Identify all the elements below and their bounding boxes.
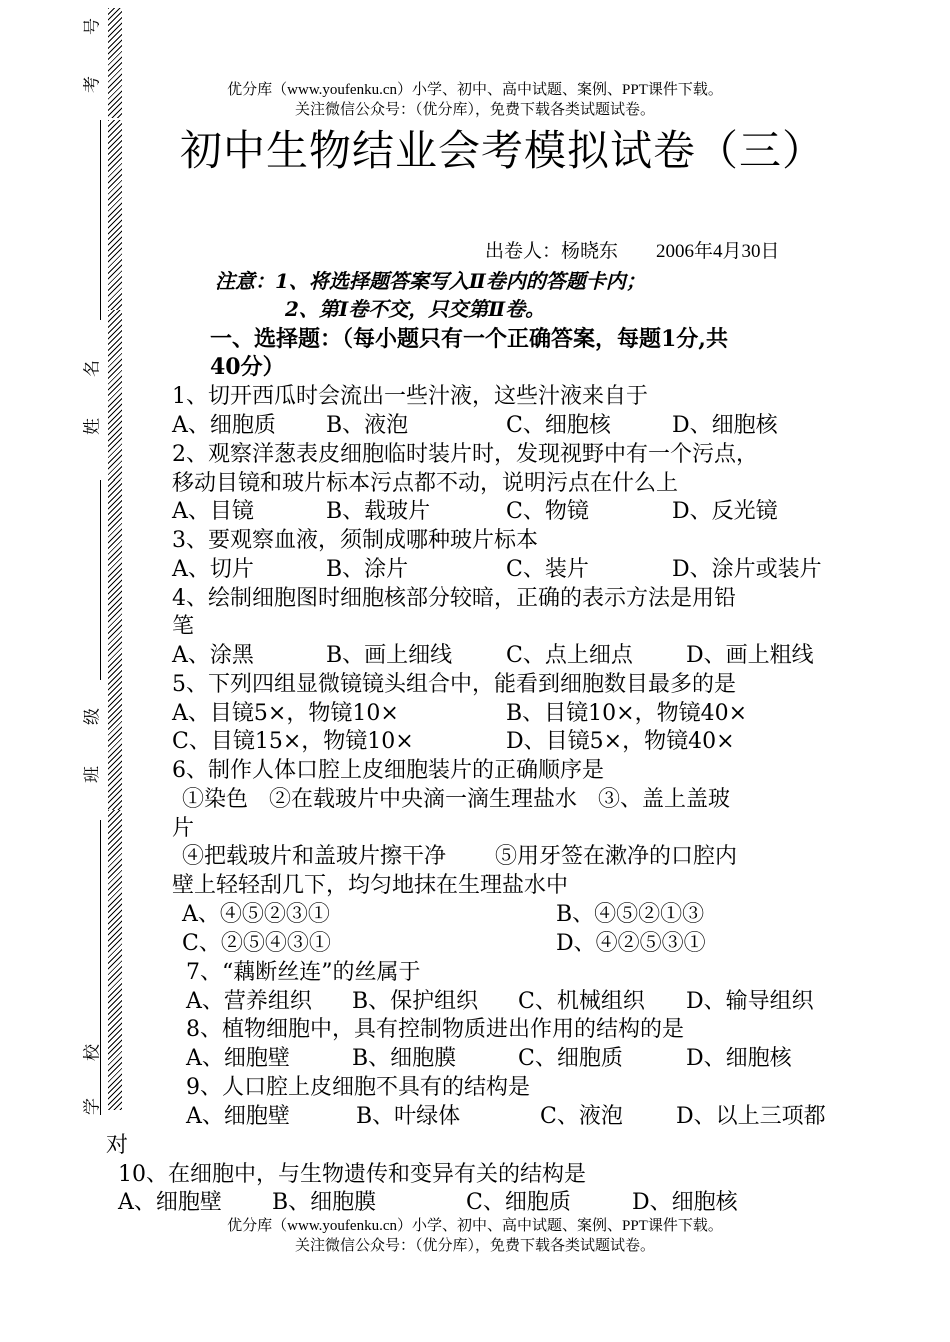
question-9-option-c: C、液泡 xyxy=(540,1104,623,1129)
question-5-option-b: B、目镜10×，物镜40× xyxy=(506,701,748,726)
question-6-steps-1-cont: 片 xyxy=(172,816,195,841)
question-7-option-d: D、输导组织 xyxy=(686,989,814,1014)
question-4-option-a: A、涂黑 xyxy=(172,643,254,668)
question-8-stem: 8、植物细胞中，具有控制物质进出作用的结构的是 xyxy=(186,1017,684,1042)
section-heading-line1: 一、选择题：（每小题只有一个正确答案，每题1分,共 xyxy=(210,326,728,352)
binding-label-name-2: 姓 xyxy=(82,418,103,435)
question-4-stem-cont: 笔 xyxy=(172,614,195,639)
question-6-stem: 6、制作人体口腔上皮细胞装片的正确顺序是 xyxy=(172,758,604,783)
question-4-option-d: D、画上粗线 xyxy=(686,643,814,668)
question-2-option-d: D、反光镜 xyxy=(672,499,778,524)
question-3-option-c: C、装片 xyxy=(506,557,589,582)
question-2-option-b: B、载玻片 xyxy=(326,499,431,524)
question-2-option-c: C、物镜 xyxy=(506,499,589,524)
question-8-option-d: D、细胞核 xyxy=(686,1046,792,1071)
binding-label-exam-no-1: 号 xyxy=(82,18,103,35)
question-1-stem: 1、切开西瓜时会流出一些汁液，这些汁液来自于 xyxy=(172,384,648,409)
question-9-option-a: A、细胞壁 xyxy=(186,1104,290,1129)
binding-label-class-1: 级 xyxy=(82,708,103,725)
question-1-option-d: D、细胞核 xyxy=(672,413,778,438)
watermark-top-line2: 关注微信公众号：（优分库），免费下载各类试题试卷。 xyxy=(294,102,655,118)
binding-label-school-2: 学 xyxy=(82,1098,103,1115)
question-6-steps-1: ①染色 ②在载玻片中央滴一滴生理盐水 ③、盖上盖玻 xyxy=(182,787,730,812)
binding-label-class-2: 班 xyxy=(82,766,103,783)
question-9-stem: 9、人口腔上皮细胞不具有的结构是 xyxy=(186,1075,530,1100)
question-8-option-b: B、细胞膜 xyxy=(352,1046,457,1071)
question-10-option-c: C、细胞质 xyxy=(466,1190,571,1215)
question-7-option-c: C、机械组织 xyxy=(518,989,645,1014)
question-10-option-a: A、细胞壁 xyxy=(118,1190,222,1215)
notice-line2: 2、第Ⅰ卷不交，只交第Ⅱ卷。 xyxy=(285,297,546,321)
question-6-option-b: B、④⑤②①③ xyxy=(556,902,705,927)
binding-label-name-1: 名 xyxy=(82,360,103,377)
binding-hatch-2 xyxy=(108,120,122,310)
binding-label-exam-no-2: 考 xyxy=(82,76,103,93)
watermark-bottom-line2: 关注微信公众号：（优分库），免费下载各类试题试卷。 xyxy=(294,1238,655,1254)
question-7-stem: 7、“藕断丝连”的丝属于 xyxy=(186,960,421,985)
question-5-option-a: A、目镜5×，物镜10× xyxy=(172,701,399,726)
question-10-option-b: B、细胞膜 xyxy=(272,1190,377,1215)
question-8-option-a: A、细胞壁 xyxy=(186,1046,290,1071)
question-4-option-b: B、画上细线 xyxy=(326,643,453,668)
question-6-steps-2: ④把载玻片和盖玻片擦干净 ⑤用牙签在漱净的口腔内 xyxy=(182,844,737,869)
binding-line-name xyxy=(100,480,101,680)
question-7-option-b: B、保护组织 xyxy=(352,989,479,1014)
question-1-option-c: C、细胞核 xyxy=(506,413,611,438)
question-6-option-c: C、②⑤④③① xyxy=(182,931,331,956)
watermark-top-line1: 优分库（www.youfenku.cn）小学、初中、高中试题、案例、PPT课件下载。 xyxy=(227,82,723,98)
question-2-stem-cont: 移动目镜和玻片标本污点都不动，说明污点在什么上 xyxy=(172,471,679,496)
question-4-stem: 4、绘制细胞图时细胞核部分较暗，正确的表示方法是用铅 xyxy=(172,586,736,611)
question-5-option-d: D、目镜5×，物镜40× xyxy=(506,729,735,754)
question-9-option-d-cont: 对 xyxy=(106,1133,129,1158)
binding-label-school-1: 校 xyxy=(82,1044,103,1061)
question-2-stem: 2、观察洋葱表皮细胞临时装片时，发现视野中有一个污点， xyxy=(172,442,758,467)
question-4-option-c: C、点上细点 xyxy=(506,643,633,668)
question-1-option-a: A、细胞质 xyxy=(172,413,276,438)
question-8-option-c: C、细胞质 xyxy=(518,1046,623,1071)
question-10-option-d: D、细胞核 xyxy=(632,1190,738,1215)
author-line: 出卷人：杨晓东 2006年4月30日 xyxy=(485,241,780,262)
question-6-steps-2-cont: 壁上轻轻刮几下，均匀地抹在生理盐水中 xyxy=(172,873,569,898)
question-5-stem: 5、下列四组显微镜镜头组合中，能看到细胞数目最多的是 xyxy=(172,672,736,697)
notice-line1: 注意：1、将选择题答案写入Ⅱ卷内的答题卡内； xyxy=(215,269,646,293)
question-9-option-b: B、叶绿体 xyxy=(356,1104,461,1129)
binding-line-class xyxy=(100,820,101,1000)
question-3-option-b: B、涂片 xyxy=(326,557,409,582)
question-10-stem: 10、在细胞中，与生物遗传和变异有关的结构是 xyxy=(118,1162,586,1187)
question-6-option-a: A、④⑤②③① xyxy=(182,902,330,927)
binding-hatch-4 xyxy=(108,480,122,810)
binding-hatch-5 xyxy=(108,810,122,1110)
question-7-option-a: A、营养组织 xyxy=(186,989,312,1014)
question-6-option-d: D、④②⑤③① xyxy=(556,931,706,956)
binding-hatch-3 xyxy=(108,310,122,480)
binding-line-exam-no xyxy=(100,120,101,320)
question-3-stem: 3、要观察血液，须制成哪种玻片标本 xyxy=(172,528,538,553)
question-3-option-d: D、涂片或装片 xyxy=(672,557,822,582)
section-heading-line2: 40分） xyxy=(210,354,285,380)
page-title: 初中生物结业会考模拟试卷（三） xyxy=(180,126,826,175)
question-9-option-d: D、以上三项都 xyxy=(676,1104,826,1129)
question-2-option-a: A、目镜 xyxy=(172,499,254,524)
question-3-option-a: A、切片 xyxy=(172,557,254,582)
watermark-bottom-line1: 优分库（www.youfenku.cn）小学、初中、高中试题、案例、PPT课件下载。 xyxy=(227,1218,723,1234)
question-5-option-c: C、目镜15×，物镜10× xyxy=(172,729,414,754)
question-1-option-b: B、液泡 xyxy=(326,413,409,438)
